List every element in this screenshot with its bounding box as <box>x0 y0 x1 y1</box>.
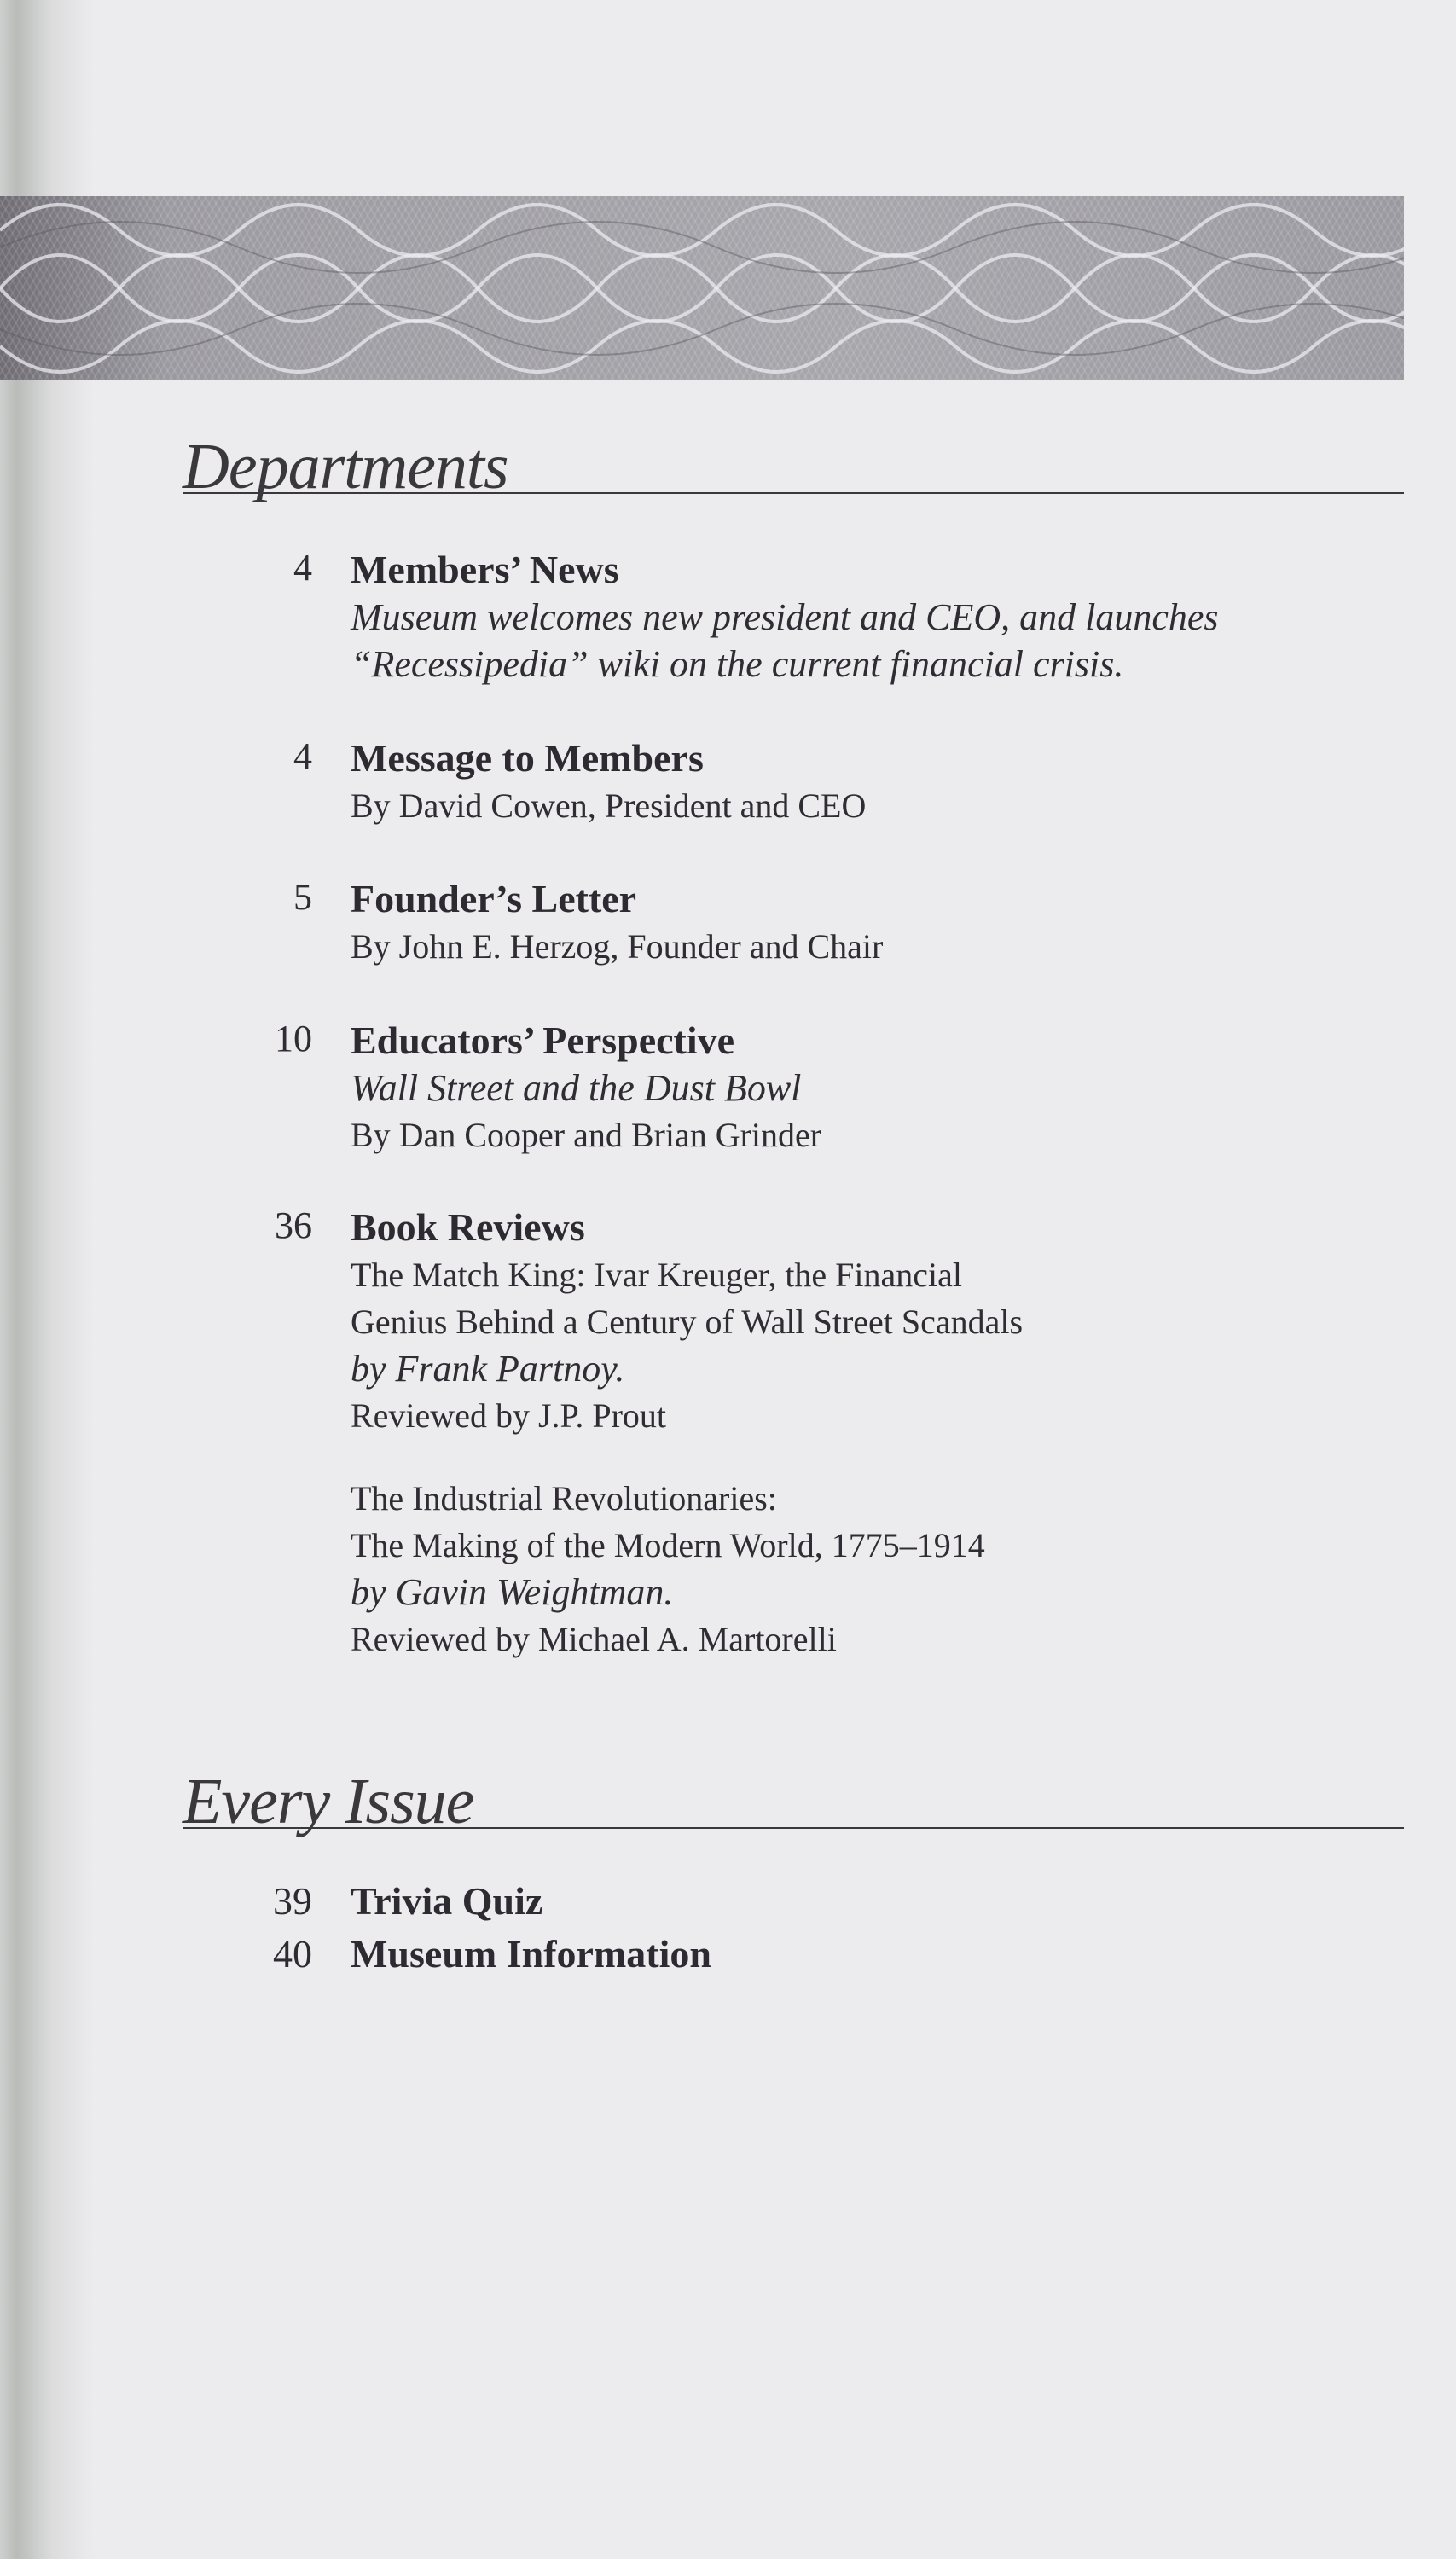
wave-pattern <box>0 196 1404 380</box>
departments-heading: Departments <box>183 431 508 502</box>
toc-entry-title: Founder’s Letter <box>351 877 637 920</box>
toc-entry-byline: Reviewed by Michael A. Martorelli <box>351 1620 837 1658</box>
toc-entry-byline: By John E. Herzog, Founder and Chair <box>351 927 884 966</box>
toc-page-number: 4 <box>293 735 312 777</box>
every-issue-title: Trivia Quiz <box>351 1879 543 1923</box>
toc-page-number: 10 <box>275 1018 312 1059</box>
toc-entry-body <box>351 1204 1366 1662</box>
toc-entry-body <box>351 546 1366 688</box>
toc-entry-byline: The Making of the Modern World, 1775–1914 <box>351 1526 985 1564</box>
decorative-banner <box>0 196 1404 380</box>
every-issue-entry[interactable] <box>256 1878 1365 1929</box>
every-issue-title: Museum Information <box>351 1932 711 1976</box>
toc-page-number: 36 <box>275 1204 312 1246</box>
toc-page-number: 4 <box>293 547 312 589</box>
toc-entry-subtitle: Wall Street and the Dust Bowl <box>351 1067 802 1109</box>
toc-page-number: 40 <box>273 1932 312 1976</box>
every-issue-entry[interactable] <box>256 1931 1365 1982</box>
toc-page-number: 39 <box>273 1879 312 1923</box>
toc-entry-body <box>351 1017 1366 1158</box>
toc-entry-title: Educators’ Perspective <box>351 1018 735 1062</box>
toc-entry-subtitle: Museum welcomes new president and CEO, and launches <box>351 596 1219 638</box>
toc-entry-subtitle: “Recessipedia” wiki on the current financial crisis. <box>351 643 1124 685</box>
departments-heading-rule <box>183 415 1404 502</box>
spacer <box>351 1439 1366 1475</box>
toc-entry-byline: The Match King: Ivar Kreuger, the Financial <box>351 1256 963 1294</box>
toc-entry-byline: Reviewed by J.P. Prout <box>351 1396 666 1435</box>
toc-entry-body <box>351 734 1366 829</box>
toc-entry-byline: By David Cowen, President and CEO <box>351 786 867 825</box>
toc-entry-byline: The Industrial Revolutionaries: <box>351 1479 777 1517</box>
every-issue-heading-rule <box>183 1750 1404 1837</box>
toc-entry-body <box>351 875 1366 970</box>
toc-entry-title: Book Reviews <box>351 1205 585 1249</box>
toc-page-number: 5 <box>293 876 312 918</box>
toc-entry-title: Members’ News <box>351 548 619 591</box>
toc-entry-subtitle: by Frank Partnoy. <box>351 1348 625 1390</box>
page-gutter-shadow <box>0 0 94 2559</box>
toc-entry-title: Message to Members <box>351 736 704 780</box>
toc-entry-byline: Genius Behind a Century of Wall Street Scandals <box>351 1303 1024 1341</box>
toc-entry-subtitle: by Gavin Weightman. <box>351 1571 674 1613</box>
every-issue-heading: Every Issue <box>183 1766 474 1837</box>
toc-entry-byline: By Dan Cooper and Brian Grinder <box>351 1116 822 1154</box>
